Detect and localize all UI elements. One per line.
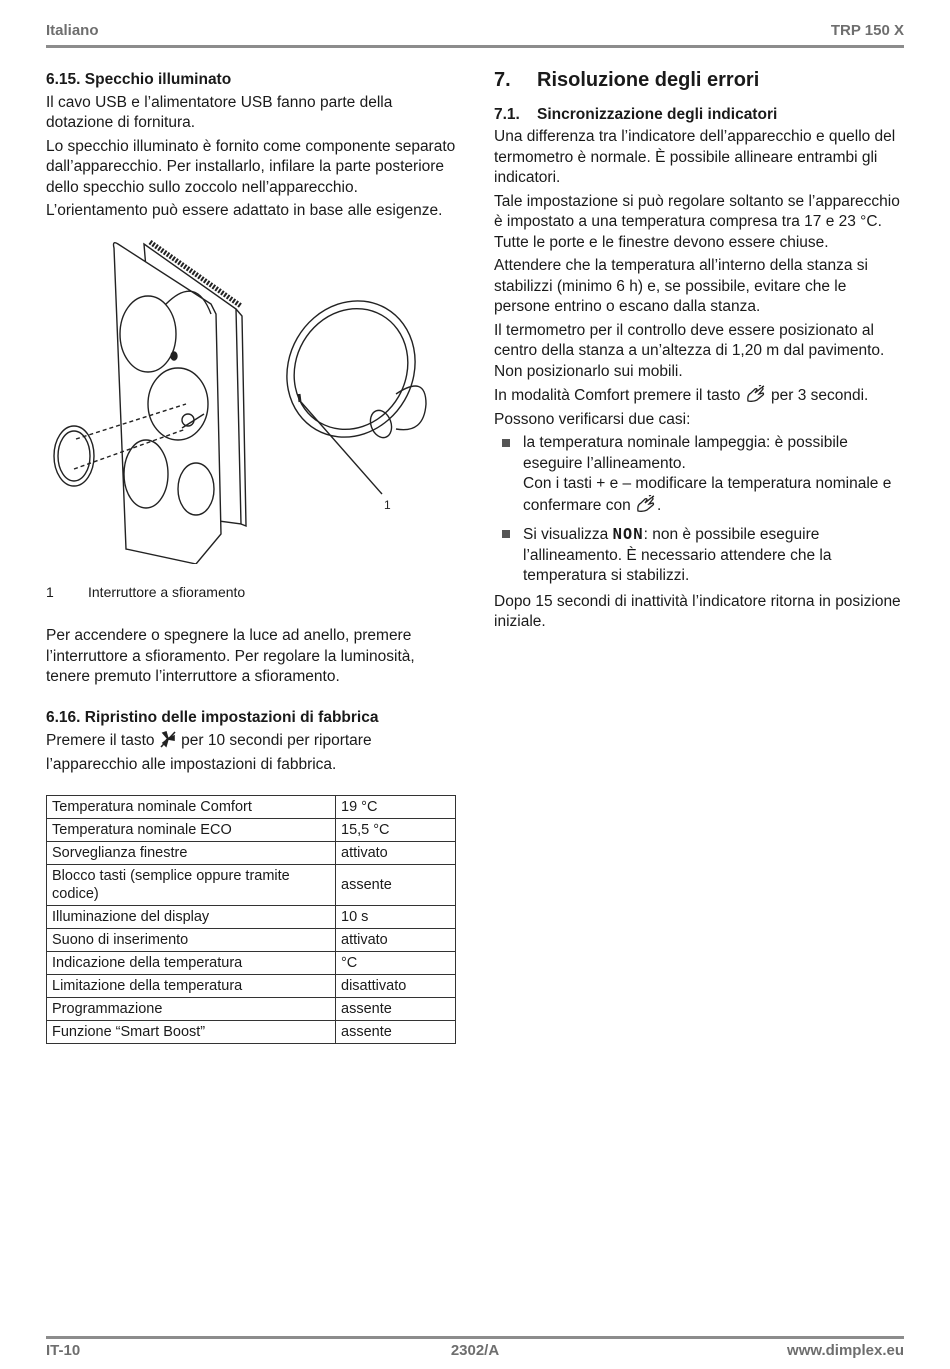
header-rule bbox=[46, 45, 904, 48]
text-run: . bbox=[657, 496, 662, 514]
text-run: : non è possibile eseguire l’allineamento. È necessario attendere che la temperatura si stabilizzi. bbox=[523, 526, 832, 584]
paragraph bbox=[494, 385, 904, 430]
setting-value: attivato bbox=[336, 842, 456, 865]
paragraph: Lo specchio illuminato è fornito come componente separato dall’apparecchio. Per installarlo, infilare la parte posteriore dello specchio sullo zoccolo nell’apparecchio. bbox=[46, 137, 456, 196]
hand-touch-icon bbox=[635, 495, 657, 520]
section-title-6-15: 6.15. Specchio illuminato bbox=[46, 71, 232, 88]
setting-value: assente bbox=[336, 1021, 456, 1044]
paragraph: Dopo 15 secondi di inattività l’indicatore ritorna in posizione iniziale. bbox=[494, 592, 901, 630]
footer-version: 2302/A bbox=[450, 1342, 500, 1359]
paragraph bbox=[46, 730, 456, 775]
table-row bbox=[47, 842, 456, 865]
table-row bbox=[47, 819, 456, 842]
table-row bbox=[47, 998, 456, 1021]
setting-name: Blocco tasti (semplice oppure tramite codice) bbox=[47, 865, 336, 906]
table-row bbox=[47, 1021, 456, 1044]
hand-touch-icon bbox=[745, 385, 767, 410]
paragraph: L’orientamento può essere adattato in base alle esigenze. bbox=[46, 202, 443, 219]
setting-name: Sorveglianza finestre bbox=[47, 842, 336, 865]
footer-website[interactable]: www.dimplex.eu bbox=[787, 1342, 904, 1359]
text-run: Con i tasti + e – modificare la temperatura nominale e confermare con bbox=[523, 475, 892, 514]
table-row bbox=[47, 952, 456, 975]
setting-name: Suono di inserimento bbox=[47, 929, 336, 952]
table-row bbox=[47, 865, 456, 906]
text-run: Premere il tasto bbox=[46, 732, 155, 749]
bullet-square bbox=[502, 530, 510, 538]
header-model: TRP 150 X bbox=[830, 22, 904, 39]
mirror-illustration bbox=[46, 234, 456, 564]
legend-number: 1 bbox=[46, 583, 54, 600]
paragraph: Per accendere o spegnere la luce ad anello, premere l’interruttore a sfioramento. Per regolare la luminosità, tenere premuto l’interruttore a sfioramento. bbox=[46, 627, 415, 685]
mirror-installation-figure bbox=[46, 234, 456, 564]
footer-page-number: IT-10 bbox=[46, 1342, 81, 1359]
paragraph: Tale impostazione si può regolare soltanto se l’apparecchio è impostato a una temperatura compresa tra 17 e 23 °C. Tutte le porte e le finestre devono essere chiuse. bbox=[494, 192, 900, 251]
section-title-7: 7. Risoluzione degli errori bbox=[494, 69, 760, 91]
page-header bbox=[46, 22, 904, 42]
text-run: per 10 secondi per riportare l’apparecchio alle impostazioni di fabbrica. bbox=[46, 732, 372, 773]
fan-off-icon bbox=[159, 730, 177, 755]
section-title-7-1: 7.1. Sincronizzazione degli indicatori bbox=[494, 105, 778, 123]
left-column bbox=[46, 70, 456, 1044]
page-footer bbox=[46, 1342, 904, 1362]
list-item bbox=[494, 524, 904, 587]
footer-rule bbox=[46, 1336, 904, 1339]
list-item bbox=[494, 433, 904, 519]
setting-value: 10 s bbox=[336, 906, 456, 929]
table-row bbox=[47, 975, 456, 998]
setting-name: Illuminazione del display bbox=[47, 906, 336, 929]
setting-name: Programmazione bbox=[47, 998, 336, 1021]
setting-value: 15,5 °C bbox=[336, 819, 456, 842]
setting-value: 19 °C bbox=[336, 796, 456, 819]
setting-value: attivato bbox=[336, 929, 456, 952]
setting-value: assente bbox=[336, 865, 456, 906]
figure-legend bbox=[46, 582, 456, 603]
setting-name: Indicazione della temperatura bbox=[47, 952, 336, 975]
header-language: Italiano bbox=[46, 22, 99, 39]
display-code: NON bbox=[612, 525, 644, 543]
setting-name: Temperatura nominale Comfort bbox=[47, 796, 336, 819]
text-run: Si visualizza bbox=[523, 526, 609, 543]
table-row bbox=[47, 906, 456, 929]
setting-value: disattivato bbox=[336, 975, 456, 998]
paragraph: Il cavo USB e l’alimentatore USB fanno parte della dotazione di fornitura. bbox=[46, 93, 393, 131]
bullet-square bbox=[502, 439, 510, 447]
setting-name: Temperatura nominale ECO bbox=[47, 819, 336, 842]
legend-text: Interruttore a sfioramento bbox=[88, 583, 246, 600]
paragraph: Il termometro per il controllo deve essere posizionato al centro della stanza a un’altezza di 1,20 m dal pavimento. Non posizionarlo sui mobili. bbox=[494, 321, 885, 380]
text-run: In modalità Comfort premere il tasto bbox=[494, 387, 741, 404]
setting-name: Funzione “Smart Boost” bbox=[47, 1021, 336, 1044]
paragraph: Una differenza tra l’indicatore dell’apparecchio e quello del termometro è normale. È possibile allineare entrambi gli indicatori. bbox=[494, 128, 896, 186]
section-title-6-16: 6.16. Ripristino delle impostazioni di fabbrica bbox=[46, 708, 379, 726]
text-run: per 3 secondi. Possono verificarsi due casi: bbox=[494, 387, 869, 428]
text-run: la temperatura nominale lampeggia: è possibile eseguire l’allineamento. bbox=[523, 434, 848, 472]
figure-callout-1: 1 bbox=[384, 497, 391, 512]
setting-value: assente bbox=[336, 998, 456, 1021]
paragraph: Attendere che la temperatura all’interno della stanza si stabilizzi (minimo 6 h) e, se possibile, evitare che le persone entrino o escano dalla stanza. bbox=[494, 257, 868, 315]
setting-name: Limitazione della temperatura bbox=[47, 975, 336, 998]
factory-settings-table bbox=[46, 795, 456, 1044]
case-list bbox=[494, 433, 904, 587]
right-column bbox=[494, 70, 904, 636]
table-row bbox=[47, 929, 456, 952]
setting-value: °C bbox=[336, 952, 456, 975]
table-row bbox=[47, 796, 456, 819]
